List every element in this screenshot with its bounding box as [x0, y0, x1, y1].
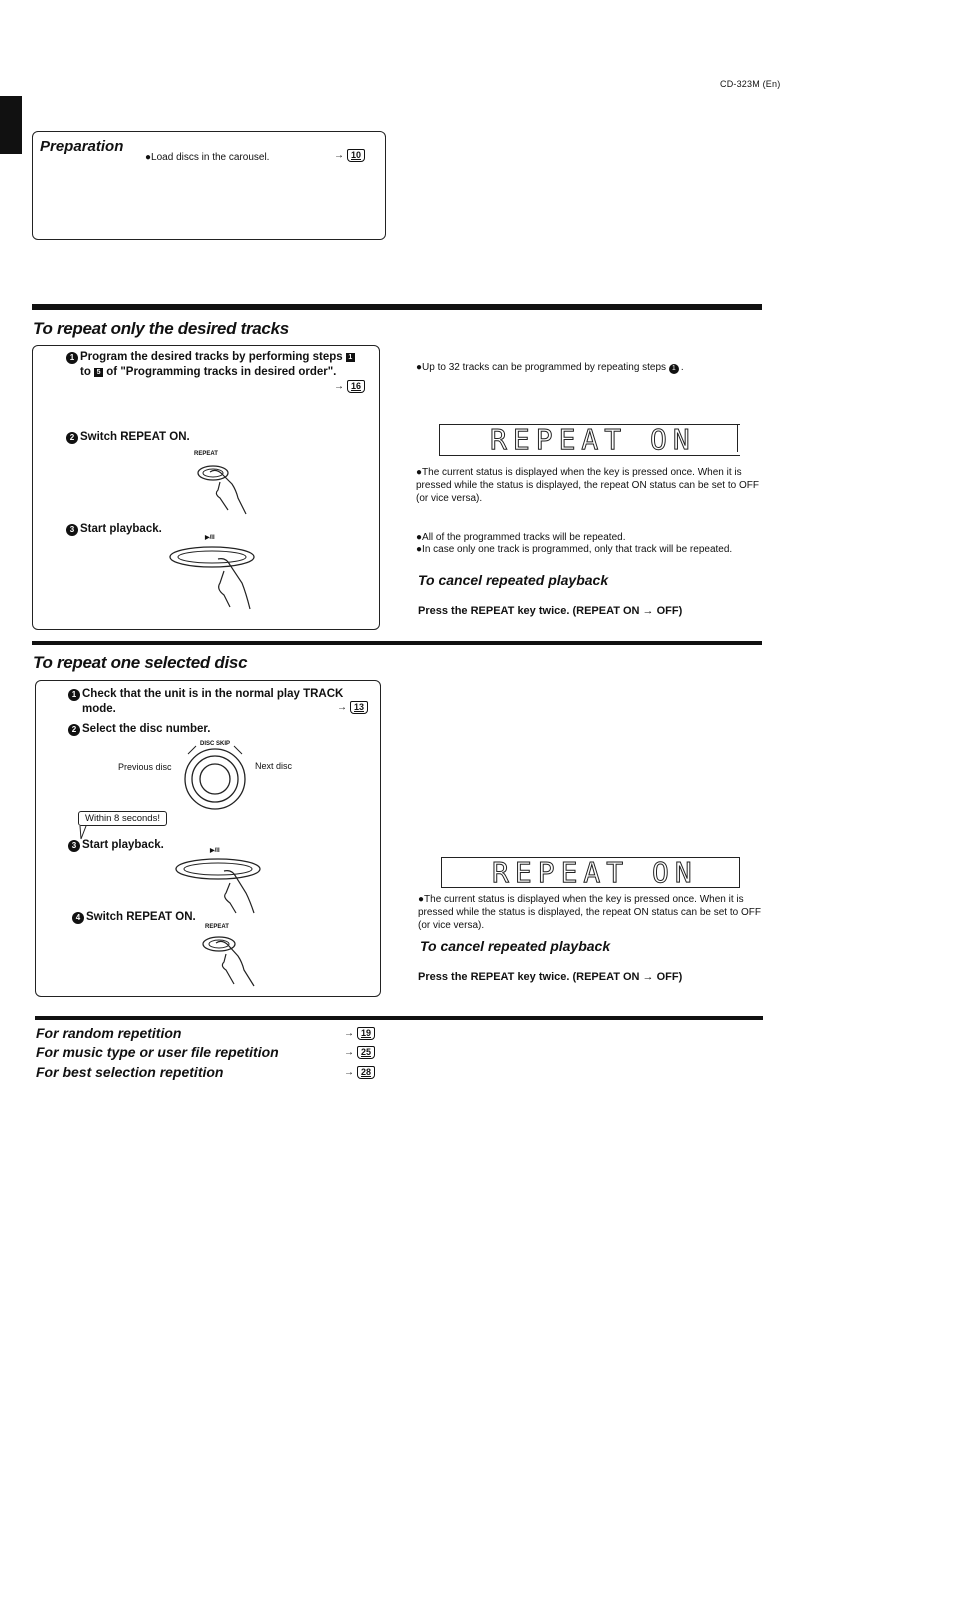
- section1-note-top: ●Up to 32 tracks can be programmed by repeating steps 1 .: [416, 362, 684, 373]
- previous-disc-label: Previous disc: [118, 762, 172, 772]
- section2-step4: 4 Switch REPEAT ON.: [72, 911, 196, 924]
- book-ref-icon: 10: [347, 149, 365, 162]
- section2-title: To repeat one selected disc: [33, 653, 248, 672]
- step-number-icon: 2: [66, 432, 78, 444]
- section2-step1-line2: mode.: [82, 703, 116, 715]
- model-code: CD-323M (En): [720, 79, 781, 89]
- repeat-key-press-icon: [196, 458, 256, 516]
- section-rule: [32, 304, 762, 310]
- xref-ref: → 19: [344, 1027, 375, 1040]
- play-pause-key-label: ▶/II: [210, 848, 220, 854]
- xref-ref: → 25: [344, 1046, 375, 1059]
- book-ref-icon: 28: [357, 1066, 375, 1079]
- within-8-seconds-callout: Within 8 seconds!: [78, 811, 167, 826]
- section1-cancel-text: Press the REPEAT key twice. (REPEAT ON → OFF): [418, 605, 683, 617]
- step-number-icon: 1: [66, 352, 78, 364]
- section1-note-all: ●All of the programmed tracks will be repeated.: [416, 532, 626, 543]
- xref-label: For random repetition: [36, 1025, 182, 1041]
- disc-skip-knob-icon: [178, 742, 252, 812]
- section2-cancel-text: Press the REPEAT key twice. (REPEAT ON → OFF): [418, 971, 683, 983]
- play-key-press-icon: [172, 855, 272, 917]
- section2-step1: 1 Check that the unit is in the normal play TRACK: [68, 688, 374, 701]
- step-number-icon: 4: [72, 912, 84, 924]
- repeat-key-label: REPEAT: [205, 924, 229, 930]
- section1-lcd-display: REPEAT ON: [439, 424, 740, 456]
- section1-cancel-title: To cancel repeated playback: [418, 572, 609, 588]
- xref-ref: → 28: [344, 1066, 375, 1079]
- book-ref-icon: 25: [357, 1046, 375, 1059]
- section1-note-status: ●The current status is displayed when the key is pressed once. When it is pressed while the status is displayed, the repeat ON status can be set to OFF (or vice versa).: [416, 467, 759, 504]
- section2-step3: 3 Start playback.: [68, 839, 164, 852]
- section1-step2: 2 Switch REPEAT ON.: [66, 431, 190, 444]
- book-ref-icon: 13: [350, 701, 368, 714]
- step-number-icon: 3: [68, 840, 80, 852]
- preparation-title: Preparation: [40, 138, 124, 155]
- section1-step1-ref: → 16: [334, 380, 365, 393]
- section2-step1-ref: → 13: [337, 701, 368, 714]
- section2-note-status: ●The current status is displayed when the key is pressed once. When it is pressed while the status is displayed, the repeat ON status can be set to OFF (or vice versa).: [418, 894, 761, 931]
- next-disc-label: Next disc: [255, 761, 293, 771]
- section2-step2: 2 Select the disc number.: [68, 723, 210, 736]
- play-key-press-icon: [168, 543, 268, 613]
- lcd-edge: [739, 857, 740, 888]
- callout-pointer: [78, 826, 88, 840]
- section2-cancel-title: To cancel repeated playback: [420, 938, 611, 954]
- section1-step1: 1 Program the desired tracks by performing steps 1: [66, 351, 372, 364]
- xref-label: For music type or user file repetition: [36, 1044, 279, 1060]
- preparation-ref: → 10: [334, 149, 365, 162]
- section2-lcd-display: REPEAT ON: [441, 857, 740, 888]
- section1-title: To repeat only the desired tracks: [33, 319, 289, 338]
- step-number-icon: 1: [669, 364, 679, 374]
- play-pause-key-label: ▶/II: [205, 535, 215, 541]
- xref-label: For best selection repetition: [36, 1064, 224, 1080]
- step-number-icon: 2: [68, 724, 80, 736]
- step-square-icon: 1: [346, 353, 355, 362]
- repeat-key-label: REPEAT: [194, 451, 218, 457]
- step-number-icon: 1: [68, 689, 80, 701]
- section1-step3: 3 Start playback.: [66, 523, 162, 536]
- book-ref-icon: 16: [347, 380, 365, 393]
- page-tab-marker: [0, 96, 22, 154]
- lcd-edge: [737, 424, 738, 452]
- step-number-icon: 3: [66, 524, 78, 536]
- section-rule: [32, 641, 762, 645]
- disc-skip-label: DISC SKIP: [200, 741, 231, 747]
- section1-step1-line2: to 5 of "Programming tracks in desired order".: [80, 366, 337, 378]
- section-rule: [35, 1016, 763, 1020]
- step-square-icon: 5: [94, 368, 103, 377]
- book-ref-icon: 19: [357, 1027, 375, 1040]
- repeat-key-press-icon: [200, 928, 262, 990]
- section1-note-one: ●In case only one track is programmed, only that track will be repeated.: [416, 544, 733, 555]
- preparation-text: ●Load discs in the carousel.: [145, 152, 270, 163]
